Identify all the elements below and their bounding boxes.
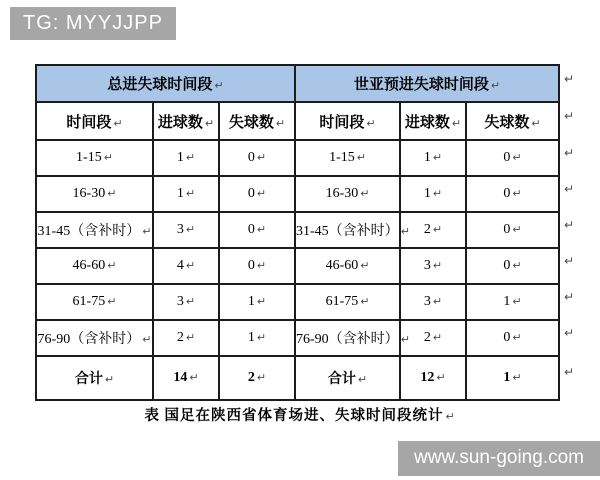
return-mark-icon: ↵: [564, 218, 575, 232]
table-cell: 3 ↵: [400, 248, 466, 284]
table-row-46-60: [36, 248, 559, 284]
table-cell: 1 ↵: [153, 140, 219, 176]
return-mark-icon: ↵: [432, 259, 443, 272]
column-header-goals-wcq: 进球数 ↵: [400, 102, 466, 140]
return-mark-icon: ↵: [564, 72, 575, 86]
table-cell: 1-15 ↵: [295, 140, 400, 176]
return-mark-icon: ↵: [256, 371, 267, 384]
return-mark-icon: ↵: [107, 295, 117, 308]
return-mark-icon: ↵: [564, 182, 575, 196]
return-mark-icon: ↵: [103, 151, 113, 164]
return-mark-icon: ↵: [564, 254, 575, 268]
return-mark-icon: ↵: [564, 146, 575, 160]
return-mark-icon: ↵: [204, 116, 215, 130]
table-cell: 3 ↵: [153, 284, 219, 320]
return-mark-icon: ↵: [142, 225, 152, 238]
table-cell: 1 ↵: [466, 284, 559, 320]
return-mark-icon: ↵: [432, 331, 443, 344]
group-header-wc-qualifier-label: 世亚预进失球时间段: [353, 77, 489, 93]
column-header-conceded-wcq: 失球数 ↵: [466, 102, 559, 140]
return-mark-icon: ↵: [436, 371, 446, 384]
return-mark-icon: ↵: [432, 187, 443, 200]
return-mark-icon: ↵: [185, 259, 196, 272]
return-mark-icon: ↵: [400, 225, 410, 238]
table-cell: 14 ↵: [153, 356, 219, 400]
table-cell: 46-60 ↵: [36, 248, 153, 284]
column-header-period-wcq: 时间段 ↵: [295, 102, 400, 140]
table-cell: 0 ↵: [466, 140, 559, 176]
return-mark-icon: ↵: [564, 109, 575, 123]
return-mark-icon: ↵: [360, 259, 370, 272]
table-row-61-75: [36, 284, 559, 320]
return-mark-icon: ↵: [445, 410, 456, 423]
return-mark-icon: ↵: [564, 326, 575, 340]
return-mark-icon: ↵: [432, 151, 443, 164]
return-mark-icon: ↵: [531, 116, 541, 130]
return-mark-icon: ↵: [214, 79, 224, 92]
return-mark-icon: ↵: [113, 116, 123, 130]
return-mark-icon: ↵: [512, 187, 522, 200]
return-mark-icon: ↵: [357, 373, 368, 386]
return-mark-icon: ↵: [356, 151, 366, 164]
table-row-total: [36, 356, 559, 400]
table-cell: 12 ↵: [400, 356, 466, 400]
table-row-76-90: [36, 320, 559, 356]
column-header-conceded-total: 失球数 ↵: [219, 102, 295, 140]
watermark-bottom-right: www.sun-going.com: [398, 441, 600, 476]
table-cell: 1 ↵: [219, 284, 295, 320]
return-mark-icon: ↵: [256, 295, 267, 308]
return-mark-icon: ↵: [512, 295, 522, 308]
return-mark-icon: ↵: [107, 187, 117, 200]
column-header-row: [36, 102, 559, 140]
table-cell: 0 ↵: [466, 212, 559, 248]
table-cell: 3 ↵: [153, 212, 219, 248]
return-mark-icon: ↵: [512, 151, 522, 164]
return-mark-icon: ↵: [185, 331, 196, 344]
return-mark-icon: ↵: [275, 116, 286, 130]
return-mark-icon: ↵: [512, 259, 522, 272]
table-cell: 3 ↵: [400, 284, 466, 320]
table-cell: 76-90（含补时） ↵: [36, 320, 153, 356]
table-cell: 1 ↵: [466, 356, 559, 400]
table-cell: 31-45（含补时） ↵: [295, 212, 400, 248]
table-cell: 16-30 ↵: [36, 176, 153, 212]
group-header-wc-qualifier: [295, 65, 559, 102]
table-cell: 2 ↵: [219, 356, 295, 400]
group-header-total: [36, 65, 295, 102]
table-cell: 2 ↵: [153, 320, 219, 356]
return-mark-icon: ↵: [256, 187, 267, 200]
return-mark-icon: ↵: [360, 295, 370, 308]
return-mark-icon: ↵: [185, 295, 196, 308]
return-mark-icon: ↵: [189, 371, 199, 384]
return-mark-icon: ↵: [142, 333, 152, 346]
return-mark-icon: ↵: [256, 331, 267, 344]
return-mark-icon: ↵: [512, 331, 522, 344]
return-mark-icon: ↵: [256, 151, 267, 164]
return-mark-icon: ↵: [564, 290, 575, 304]
table-cell: 0 ↵: [219, 212, 295, 248]
table-cell: 31-45（含补时） ↵: [36, 212, 153, 248]
table-cell: 1 ↵: [400, 176, 466, 212]
return-mark-icon: ↵: [366, 116, 376, 130]
return-mark-icon: ↵: [185, 151, 196, 164]
stats-table: [35, 64, 560, 401]
table-caption: [0, 404, 600, 425]
column-header-goals-total: 进球数 ↵: [153, 102, 219, 140]
watermark-top-left: TG: MYYJJPP: [10, 7, 176, 40]
return-mark-icon: ↵: [490, 79, 501, 92]
return-mark-icon: ↵: [104, 373, 115, 386]
group-header-row: [36, 65, 559, 102]
table-cell: 合计 ↵: [295, 356, 400, 400]
table-cell: 76-90（含补时） ↵: [295, 320, 400, 356]
return-mark-icon: ↵: [185, 223, 196, 236]
return-mark-icon: ↵: [564, 365, 575, 379]
return-mark-icon: ↵: [512, 371, 522, 384]
table-cell: 61-75 ↵: [36, 284, 153, 320]
table-cell: 4 ↵: [153, 248, 219, 284]
table-cell: 0 ↵: [466, 248, 559, 284]
return-mark-icon: ↵: [256, 223, 267, 236]
return-mark-icon: ↵: [107, 259, 117, 272]
table-cell: 1 ↵: [153, 176, 219, 212]
table-cell: 0 ↵: [466, 176, 559, 212]
table-caption-text: 表 国足在陕西省体育场进、失球时间段统计: [144, 408, 444, 424]
table-cell: 2 ↵: [400, 212, 466, 248]
table-cell: 16-30 ↵: [295, 176, 400, 212]
return-mark-icon: ↵: [400, 333, 410, 346]
table-cell: 0 ↵: [219, 140, 295, 176]
table-cell: 1 ↵: [219, 320, 295, 356]
table-cell: 0 ↵: [466, 320, 559, 356]
group-header-total-label: 总进失球时间段: [107, 77, 213, 93]
table-cell: 0 ↵: [219, 176, 295, 212]
table-cell: 1-15 ↵: [36, 140, 153, 176]
table-row-16-30: [36, 176, 559, 212]
return-mark-icon: ↵: [432, 295, 443, 308]
table-row-1-15: [36, 140, 559, 176]
table-cell: 0 ↵: [219, 248, 295, 284]
table-row-31-45: [36, 212, 559, 248]
return-mark-icon: ↵: [256, 259, 267, 272]
table-cell: 合计 ↵: [36, 356, 153, 400]
return-mark-icon: ↵: [360, 187, 370, 200]
column-header-period-total: 时间段 ↵: [36, 102, 153, 140]
table-cell: 46-60 ↵: [295, 248, 400, 284]
table-cell: 1 ↵: [400, 140, 466, 176]
return-mark-icon: ↵: [451, 116, 462, 130]
return-mark-icon: ↵: [432, 223, 443, 236]
table-cell: 61-75 ↵: [295, 284, 400, 320]
return-mark-icon: ↵: [185, 187, 196, 200]
table-cell: 2 ↵: [400, 320, 466, 356]
return-mark-icon: ↵: [512, 223, 522, 236]
